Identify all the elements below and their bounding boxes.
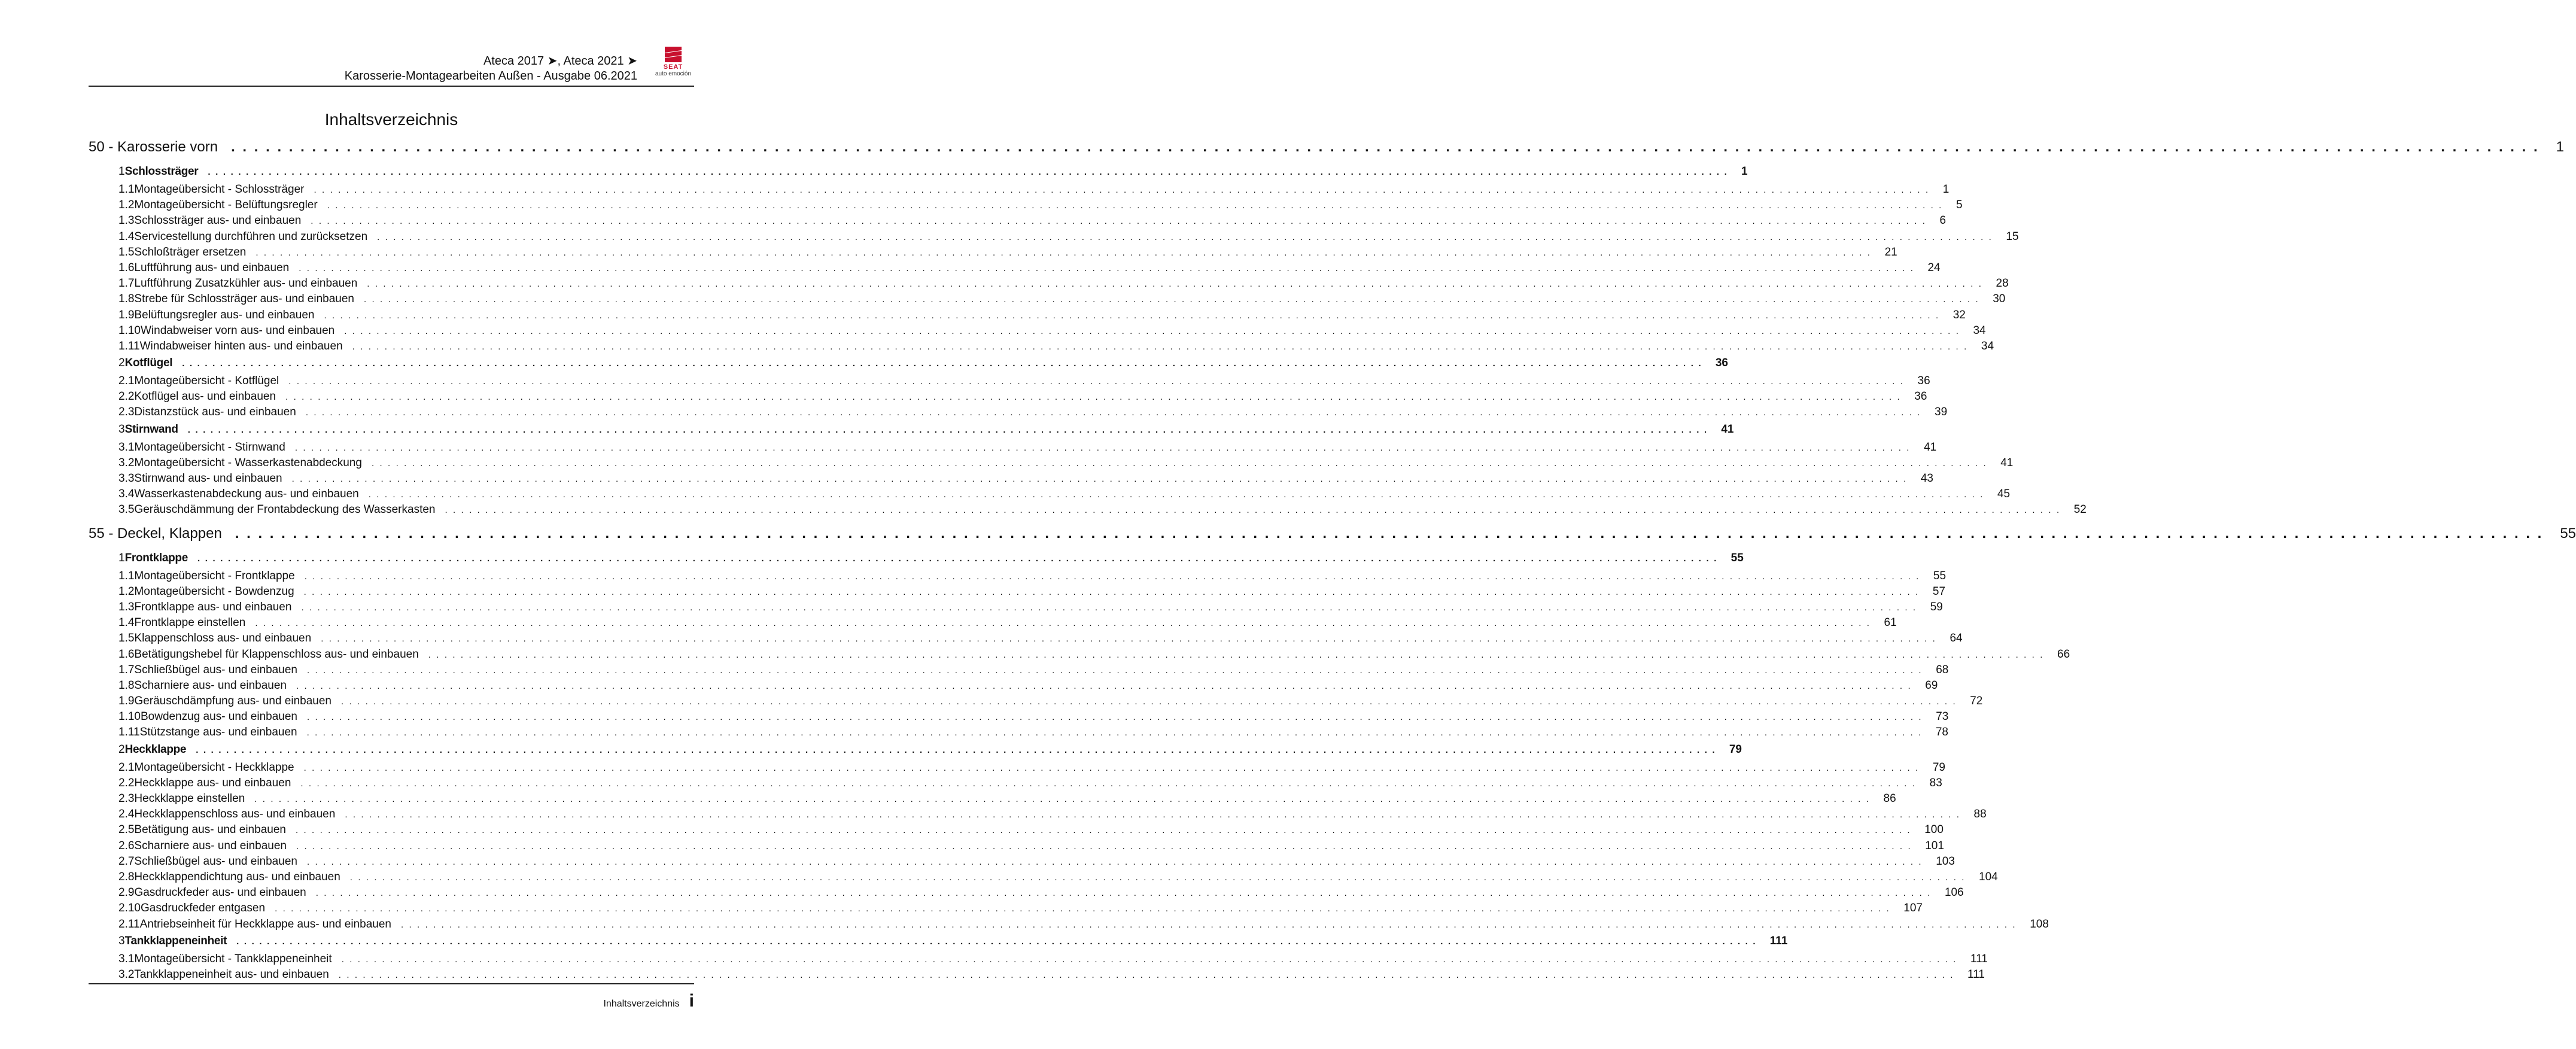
dot-leader: . . . . . . . . . . . . . . . . . . . . . . . . . . . . . . . . . . . . . . . . . . . . . . . . . . . . . . . . . . . . . . . . . . . . . . . . . . . . . . . . . . . . . . . . . . . . . . . . . . . . . . . . . . . . . . . . . . . . . . . . . . . . . . . . . . . . . . . . . . . . . . . . . . . . . . . . . . . . . . . . . . . . . . . . . . . . . . . . . . . . . . . . . . . . . . . . . . . . . . . . xyxy=(341,954,1957,965)
chapter-page: 41 xyxy=(1721,422,1734,436)
toc-entry-row[interactable] xyxy=(89,308,1966,324)
entry-number: 2.2 xyxy=(118,776,135,789)
entry-title: Luftführung aus- und einbauen xyxy=(134,261,290,274)
entry-page: 111 xyxy=(1967,968,1985,981)
chapter-title: Kotflügel xyxy=(124,357,173,370)
entry-number: 1.5 xyxy=(118,632,135,645)
entry-number: 3.5 xyxy=(118,503,135,516)
dot-leader: . . . . . . . . . . . . . . . . . . . . . . . . . . . . . . . . . . . . . . . . . . . . . . . . . . . . . . . . . . . . . . . . . . . . . . . . . . . . . . . . . . . . . . . . . . . . . . . . . . . . . . . . . . . . . . . . . . . . . . . . . . . . . . . . . . . . . . . . . . . . . . . . . . . . . . . . . . . . . . . . . . . . . . . . . . . . . . . . . . . . . . . . . . . . . . . . . . . . . . . . xyxy=(285,392,1902,403)
dot-leader: . . . . . . . . . . . . . . . . . . . . . . . . . . . . . . . . . . . . . . . . . . . . . . . . . . . . . . . . . . . . . . . . . . . . . . . . . . . . . . . . . . . . . . . . . . . . . . . . . . . . . . . . . . . . . . . . . . . . . . . . . . . . . . . . . . . . . . . . . . . . . . . . . . . . . . . . . . . . . . . . . . . . . . . . . . . . . . . . . . . . . . . . . . . . . . . . . . . . . . . . xyxy=(275,904,1891,914)
entry-number: 3.1 xyxy=(118,952,135,965)
entry-number: 1.4 xyxy=(118,230,135,243)
entry-number: 1.1 xyxy=(118,183,135,196)
chapter-title: Frontklappe xyxy=(124,551,188,564)
dot-leader: . . . . . . . . . . . . . . . . . . . . . . . . . . . . . . . . . . . . . . . . . . . . . . . . . . . . . . . . . . . . . . . . . . . . . . . . . . . . . . . . . . . . . . . . . . . . . . . . . . . . . . . . . . . . . . . . . . . . . . . . . . . . . . . . . . . . . . . . . . . . . . . . . . . . . . . . . . . . . . . . . . . . . . . . . . . . . . . . . . . . . . . . . . . . . . . . . . . . . . . . xyxy=(352,341,1968,352)
toc-entry-row[interactable] xyxy=(89,632,1963,647)
entry-number: 3.2 xyxy=(118,456,135,469)
toc-entry-row[interactable] xyxy=(89,261,1941,277)
toc-entry-row[interactable] xyxy=(89,968,1985,984)
seat-logo-icon xyxy=(663,45,683,63)
entry-number: 1.8 xyxy=(118,293,135,306)
toc-chapter xyxy=(89,357,1948,422)
dot-leader: . . . . . . . . . . . . . . . . . . . . . . . . . . . . . . . . . . . . . . . . . . . . . . . . . . . . . . . . . . . . . . . . . . . . . . . . . . . . . . . . . . . . . . . . . . . . . . . . . . . . . . . . . . . . . . . . . . . . . . . . . . . . . . . . . . . . . . . . . . . . . . . . . . . . . . . . . . . . . . . . . . . . . . . . . . . . . . . . . . . . . . . . . . . . . . . . . . . . . . . . xyxy=(208,167,1729,177)
dot-leader: . . . . . . . . . . . . . . . . . . . . . . . . . . . . . . . . . . . . . . . . . . . . . . . . . . . . . . . . . . . . . . . . . . . . . . . . . . . . . . . . . . . . . . . . . . . . . . . . . . . . . . . . . . . . . . . . . . . . . . . . . . . . . . . . . . . . . . . . . . . . . . . . . . . . . . . . . . . . . . . . . . . . . . . . . . . . . . . . . . . . . . . . . . . . . . . . . . . . . . . . xyxy=(345,810,1961,820)
entry-page: 45 xyxy=(1997,488,2011,501)
entry-page: 111 xyxy=(1970,952,1988,965)
toc-entry-row[interactable] xyxy=(89,952,1988,968)
chapter-title: Stirnwand xyxy=(124,422,178,436)
entry-page: 88 xyxy=(1973,808,1987,821)
dot-leader: . . . . . . . . . . . . . . . . . . . . . . . . . . . . . . . . . . . . . . . . . . . . . . . . . . . . . . . . . . . . . . . . . . . . . . . . . . . . . . . . . . . . . . . . . . . . . . . . . . . . . . . . . . . . . . . . . . . . . . . . . . . . . . . . . . . . . . . . . . . . . . . . . . . . . . . . . . . . . . . . . . . . . . . . . . . . . . . . . . . . . . . . . . . . . . . . . . . . . . . . xyxy=(371,458,1988,469)
entry-title: Gasdruckfeder entgasen xyxy=(140,902,266,915)
dot-leader: . . . . . . . . . . . . . . . . . . . . . . . . . . . . . . . . . . . . . . . . . . . . . . . . . . . . . . . . . . . . . . . . . . . . . . . . . . . . . . . . . . . . . . . . . . . . . . . . . . . . . . . . . . . . . . . . . . . . . . . . . . . . . . . . . . . . . . . . . . . . . . . . . . . . . . . . . . . . . . . . . . . . . . . . . . . . . . . . . . . . . . . . . . . . . . . . . . . . . . . . xyxy=(306,728,1923,738)
entry-number: 1.7 xyxy=(118,663,135,676)
entry-number: 2.3 xyxy=(118,406,135,419)
entry-number: 1.2 xyxy=(118,585,135,598)
entry-number: 3.4 xyxy=(118,488,135,501)
entry-number: 1.10 xyxy=(118,710,141,723)
entry-title: Servicestellung durchführen und zurücksetzen xyxy=(134,230,368,243)
entry-title: Montageübersicht - Belüftungsregler xyxy=(134,199,318,212)
entry-page: 108 xyxy=(2030,917,2049,931)
entry-title: Betätigungshebel für Klappenschloss aus- und einbauen xyxy=(134,647,419,661)
toc-chapter xyxy=(89,743,2049,934)
footer-rule xyxy=(89,983,694,984)
dot-leader: . . . . . . . . . . . . . . . . . . . . . . . . . . . . . . . . . . . . . . . . . . . . . . . . . . . . . . . . . . . . . . . . . . . . . . . . . . . . . . . . . . . . . . . . . . . . . . . . . . . . . . . . . . . . . . . . . . . . . . . . . . . . . . . . . . . . . . . . . . . . . . . . . . . . . . . . . . . . . . . . . . . . . . . . . . . . . . . . . . . . . . . . . . . . . . . . . . . . . . . . xyxy=(187,424,1708,435)
dot-leader: . . . . . . . . . . . . . . . . . . . . . . . . . . . . . . . . . . . . . . . . . . . . . . . . . . . . . . . . . . . . . . . . . . . . . . . . . . . . . . . . . . . . . . . . . . . . . . . . . . . . . . . . . . . . . . . . . . . . . . . . . . . . . . . . . . . . . . . . . . . . . . . . . . . . . . . . . . . . . . . . . . . . . . . . . . . . . . . . . . . . . . . . . . . . . . . . . . . . . . . . xyxy=(236,936,1757,947)
toc-entry-row[interactable] xyxy=(89,585,1946,601)
entry-page: 55 xyxy=(1933,569,1947,582)
dot-leader: . . . . . . . . . . . . . . . . . . . . . . . . . . . . . . . . . . . . . . . . . . . . . . . . . . . . . . . . . . . . . . . . . . . . . . . . . . . . . . . . . . . . . . . . . . . . . . . . . . . . . . . . . . . . . . . . . . . . . . . . . . . . . . . . . . . . . . . . . . . . . . . . . . . . . . . . . . . . . . . . . . . . . . . . . . . . . . . . . . . . . . . . . . . . . . . . . . . . . . . . xyxy=(321,634,1937,644)
entry-title: Klappenschloss aus- und einbauen xyxy=(134,632,312,645)
entry-number: 1.7 xyxy=(118,277,135,290)
chapter-title: Heckklappe xyxy=(124,743,187,756)
entry-number: 2.9 xyxy=(118,886,135,899)
entry-title: Schließbügel aus- und einbauen xyxy=(134,663,297,676)
toc-entry-row[interactable] xyxy=(89,776,1942,792)
entry-number: 2.5 xyxy=(118,823,135,837)
entry-number: 1.6 xyxy=(118,647,135,661)
entry-page: 24 xyxy=(1927,261,1941,274)
entry-number: 1.9 xyxy=(118,695,135,708)
dot-leader: . . . . . . . . . . . . . . . . . . . . . . . . . . . . . . . . . . . . . . . . . . . . . . . . . . . . . . . . . . . . . . . . . . . . . . . . . . . . . . . . . . . . . . . . . . . . . . . . . . . . . . . . . . . . . . . . . . . . . . . . . . . . . . . . . . . . . . . . . . . . . . . . . . . . . . . . . . . . . . . . . . . . . . . . . . . . . . . . . . . . . . . . . . . . . . . . . . . . . . . . xyxy=(445,505,2061,516)
chapter-number: 2 xyxy=(118,743,125,756)
dot-leader: . . . . . . . . . . . . . . . . . . . . . . . . . . . . . . . . . . . . . . . . . . . . . . . . . . . . . . . . . . . . . . . . . . . . . . . . . . . . . . . . . . . . . . . . . . . . . . . . . . . . . . . . . . . . . . . . . . . . . . . . . . . . . . . . . . . . . . . . . . . . . . . . . . . . . . . . . . . . . . . . . . . . . . . . . . . . . . . . . . . . . . . . . . . . . . . . . . . . . . . . xyxy=(197,553,1718,564)
entry-number: 1.1 xyxy=(118,569,135,582)
chapter-page: 36 xyxy=(1715,357,1728,370)
entry-number: 2.2 xyxy=(118,390,135,403)
entry-title: Frontklappe einstellen xyxy=(134,616,246,630)
toc-chapter-row[interactable] xyxy=(89,357,1728,375)
entry-number: 1.10 xyxy=(118,324,141,337)
entry-number: 1.3 xyxy=(118,600,135,613)
entry-number: 1.2 xyxy=(118,199,135,212)
part-page: 55 xyxy=(2560,525,2576,542)
entry-page: 28 xyxy=(1996,277,2009,290)
dot-leader: . . . . . . . . . . . . . . . . . . . . . . . . . . . . . . . . . . . . . . . . . . . . . . . . . . . . . . . . . . . . . . . . . . . . . . . . . . . . . . . . . . . . . . . . . . . . . . . . . . . . . . . . . . . . . . . . . . . . . . . . . . . . . . . . . . . . . . . . . . . . . . . . . . . . . . . . . . . . . . . . . . . . . . . . . . . . . . . . . . . . . . . . . . . . . . . . . . . . . . . . xyxy=(306,856,1923,867)
toc-chapter xyxy=(89,551,2070,742)
toc-entry-row[interactable] xyxy=(89,245,1897,262)
entry-title: Antriebseinheit für Heckklappe aus- und einbauen xyxy=(139,917,391,931)
page-header xyxy=(89,45,694,87)
toc-chapter-row[interactable] xyxy=(89,165,1748,183)
entry-page: 15 xyxy=(2006,230,2019,243)
dot-leader: . . . . . . . . . . . . . . . . . . . . . . . . . . . . . . . . . . . . . . . . . . . . . . . . . . . . . . . . . . . . . . . . . . . . . . . . . . . . . . . . . . . . . . . . . . . . . . . . . . . . . . . . . . . . . . . . . . . . . . . . . . . . . . . . . . . . . . . . . . . . . . . . . . . . . . . . . . . . . . . . . . . . . . . . . . . . . . . . . . . . . . . . . . . . . . . . . . . . . . . . xyxy=(303,586,1920,597)
entry-number: 3.1 xyxy=(118,440,135,454)
chapter-title: Schlossträger xyxy=(124,165,199,178)
entry-page: 103 xyxy=(1936,855,1955,868)
entry-number: 2.1 xyxy=(118,761,135,774)
entry-title: Luftführung Zusatzkühler aus- und einbauen xyxy=(134,277,358,290)
chapter-number: 1 xyxy=(118,165,125,178)
entry-number: 3.2 xyxy=(118,968,135,981)
toc-chapter-row[interactable] xyxy=(89,743,1742,761)
dot-leader: . . . . . . . . . . . . . . . . . . . . . . . . . . . . . . . . . . . . . . . . . . . . . . . . . . . . . . . . . . . . . . . . . . . . . . . . . . . . . . . . . . . . . . . . . . . . . . . . . . . . . . . . . . . . . . . . . . . . . . . . . . . . . . . . . . . . . . . . . . . . . . . . . . . . . . . . . . . . . . . . . . . . . . . . . . . . . . . . . . . . . . . . . . . . . . . . . . . . . . . . xyxy=(301,602,1917,613)
toc-entry-row[interactable] xyxy=(89,823,1944,839)
chapter-title: Tankklappeneinheit xyxy=(124,934,227,947)
entry-title: Frontklappe aus- und einbauen xyxy=(134,600,292,613)
toc-entry-row[interactable] xyxy=(89,488,2011,503)
toc-entry-row[interactable] xyxy=(89,679,1938,695)
dot-leader: . . . . . . . . . . . . . . . . . . . . . . . . . . . . . . . . . . . . . . . . . . . . . . . . . . . . . . . . . . . . . . . . . . . . . . . . . . . . . . . . . . . . . . . . . . . . . . . . . . . . . . . . . . . . . . . . . . . . . . . . . . . . . . . . . . . . . . . . . . . . . . . . . . . . . . . . . . . . . . . . . . . . . . . . . . . . . . . . . . . . . . . . . . . . . . . . . . . . . . . . xyxy=(288,376,1905,387)
dot-leader: . . . . . . . . . . . . . . . . . . . . . . . . . . . . . . . . . . . . . . . . . . . . . . . . . . . . . . . . . . . . . . . . . . . . . . . . . . . . . . . . . . . . . . . . . . . . . . . . . . . . . . . . . . . . . . . . . . . . . . . . . . . . . . . . . . . . . . . . . . . . . . . . . . . . . . . . . . . . . . . . . . . . . . . . . . . . . . . . . . . . . . . . . . . . . . . . . . . . . . . . xyxy=(377,232,1993,242)
entry-title: Distanzstück aus- und einbauen xyxy=(134,406,296,419)
dot-leader: . . . . . . . . . . . . . . . . . . . . . . . . . . . . . . . . . . . . . . . . . . . . . . . . . . . . . . . . . . . . . . . . . . . . . . . . . . . . . . . . . . . . . . . . . . . . . . . . . . . . . . . . . . . . . . . . . . . . . . . . . . . . . . . . . . . . . . . . . . . . . . . . . . . . . . . . . . . . . . . . . . . . . . . . . . . . . . . . . . . . . . . . . . . . . . . . . . . . . . . . xyxy=(291,474,1908,484)
toc-entry-row[interactable] xyxy=(89,917,2049,934)
dot-leader: . . . . . . . . . . . . . . . . . . . . . . . . . . . . . . . . . . . . . . . . . . . . . . . . . . . . . . . . . . . . . . . . . . . . . . . . . . . . . . . . . . . . . . . . . . . . . . . . . . . . . . . . . . . . . . . . . . . . . . . . . . . . . . . . . . . . . . . . . . . . . . . . . . . . . . . . . . . . . . . . . . . . . . . . . . . . . . . . . . . . . . . . . . . . . . . . . . . . . . . . xyxy=(349,872,1966,883)
dot-leader: . . . . . . . . . . . . . . . . . . . . . . . . . . . . . . . . . . . . . . . . . . . . . . . . . . . . . . . . . . . . . . . . . . . . . . . . . . . . . . . . . . . . . . . . . . . . . . . . . . . . . . . . . . . . . . . . . . . . . . . . . . . . . . . . . . . . . . . . . . . . . . . . . . . . . . . . . . . . . . . . . . . . . . . . . . . . . . . . . . . . . . . . . . . . . . . . . . . . . . . . xyxy=(363,294,1980,305)
entry-page: 78 xyxy=(1935,726,1948,739)
toc-chapter-row[interactable] xyxy=(89,934,1788,953)
entry-page: 101 xyxy=(1925,839,1944,852)
entry-page: 30 xyxy=(1993,293,2006,306)
toc-entry-row[interactable] xyxy=(89,456,2014,472)
entry-number: 1.5 xyxy=(118,245,135,259)
chapter-page: 79 xyxy=(1729,743,1742,756)
toc-entry-row[interactable] xyxy=(89,886,1964,902)
header-text xyxy=(345,54,637,84)
entry-number: 1.4 xyxy=(118,616,135,630)
toc-entry-row[interactable] xyxy=(89,839,1944,855)
entry-page: 43 xyxy=(1920,472,1933,485)
logo-brand: SEAT xyxy=(663,63,683,71)
entry-number: 1.3 xyxy=(118,214,135,227)
toc-entry-row[interactable] xyxy=(89,792,1896,808)
toc-entry-row[interactable] xyxy=(89,440,1937,457)
toc-entry-row[interactable] xyxy=(89,199,1963,214)
entry-title: Windabweiser vorn aus- und einbauen xyxy=(140,324,335,337)
dot-leader: . . . . . . . . . . . . . . . . . . . . . . . . . . . . . . . . . . . . . . . . . . . . . . . . . . . . . . . . . . . . . . . . . . . . . . . . . . . . . . . . . . . . . . . . . . . . . . . . . . . . . . . . . . . . . . . . . . . . . . . . . . . . . . . . . . . . . . . . . . . . . . . . . . . . . . . . . . . . . . . . . . . . . . . . . . . . . . . . . . . . . . . . . . . . . . . . . . . . . . . . xyxy=(344,326,1960,336)
entry-title: Heckklappe aus- und einbauen xyxy=(134,776,291,789)
entry-title: Strebe für Schlossträger aus- und einbauen xyxy=(134,293,354,306)
toc-entry-row[interactable] xyxy=(89,390,1927,406)
entry-number: 2.6 xyxy=(118,839,135,852)
dot-leader: . . . . . . . . . . . . . . . . . . . . . . . . . . . . . . . . . . . . . . . . . . . . . . . . . . . . . . . . . . . . . . . . . . . . . . . . . . . . . . . . . . . . . . . . . . . . . . . . . . . . . . . . . . . . . . . . . . . . . . . . . . . . . . . . . . . . . . . . . . . . . . . . . . . . . . . . . . . . . . . . . . . . . . . . . . . . . . . . . . . . . . . . . . . . . . . . . . . . . . . . xyxy=(367,279,1983,290)
entry-page: 36 xyxy=(1914,390,1927,403)
dot-leader: . . . . . . . . . . . . . . . . . . . . . . . . . . . . . . . . . . . . . . . . . . . . . . . . . . . . . . . . . . . . . . . . . . . . . . . . . . . . . . . . . . . . . . . . . . . . . . . . . . . . . . . . . . . . . . . . . . . . . . . . . . . . . . . . . . . . . . . . . . . . . . . . . . . . . . . . . . . . . . . . . . . . . . . . . . . . . . . . . . . . . . . . . . . . . . . . . . . . . . . . xyxy=(299,263,1915,273)
entry-page: 5 xyxy=(1955,199,1963,212)
entry-title: Montageübersicht - Bowdenzug xyxy=(134,585,294,598)
entry-number: 1.8 xyxy=(118,679,135,692)
chapter-page: 1 xyxy=(1741,165,1748,178)
entry-title: Montageübersicht - Frontklappe xyxy=(134,569,295,582)
dot-leader: . . . . . . . . . . . . . . . . . . . . . . . . . . . . . . . . . . . . . . . . . . . . . . . . . . . . . . . . . . . . . . . . . . . . . . . . . . . . . . . . . . . . . . . . . . . . . . . . . . . . . . . . . . . . . . . . . . . . . . . . . . . . . . . . . . . . . . . . . . . . . . . . . . . . . . . . . . . . . . . . . . . . . . . . . . . . . . . . . . . . . . . . . . . . . . . . . . . . . . . . xyxy=(428,649,2044,660)
toc-entry-row[interactable] xyxy=(89,616,1897,632)
dot-leader: . . . . . . . . . . . . . . . . . . . . . . . . . . . . . . . . . . . . . . . . . . . . . . . . . . . . . . . . . . . . . . . . . . . . . . . . . . . . . . . . . . . . . . . . . . . . . . . . . . . . . . . . . . . . . . . . . . . . . . . . . . . . . . . . . . . . . . . . . . . . . . . . . . . . . . . . . . . . . . . . . . . . . . . . . . . . . . . . . . . . . . . . . . . . . . . . . . . . . . . . xyxy=(338,969,1955,980)
entry-page: 106 xyxy=(1944,886,1964,899)
header-manual-line: Karosserie-Montagearbeiten Außen - Ausgabe 06.2021 xyxy=(344,69,637,83)
entry-title: Scharniere aus- und einbauen xyxy=(134,679,287,692)
toc-entry-row[interactable] xyxy=(89,503,2087,519)
toc-entry-row[interactable] xyxy=(89,375,1930,390)
entry-page: 41 xyxy=(2000,456,2014,469)
entry-title: Montageübersicht - Schlossträger xyxy=(134,183,305,196)
entry-title: Tankklappeneinheit aus- und einbauen xyxy=(134,968,329,981)
entry-number: 3.3 xyxy=(118,472,135,485)
entry-page: 68 xyxy=(1936,663,1949,676)
entry-number: 2.11 xyxy=(118,917,140,931)
entry-title: Montageübersicht - Heckklappe xyxy=(134,761,294,774)
entry-number: 2.4 xyxy=(118,808,135,821)
entry-number: 1.11 xyxy=(118,339,140,352)
entry-title: Montageübersicht - Stirnwand xyxy=(134,440,285,454)
toc-chapter xyxy=(89,422,2087,519)
entry-number: 2.7 xyxy=(118,855,135,868)
part-title: 50 - Karosserie vorn xyxy=(89,139,218,155)
entry-page: 107 xyxy=(1903,902,1923,915)
toc-chapter xyxy=(89,165,2019,355)
toc-entry-row[interactable] xyxy=(89,324,1986,340)
entry-title: Montageübersicht - Kotflügel xyxy=(134,375,279,388)
toc-entry-row[interactable] xyxy=(89,663,1949,679)
dot-leader: . . . . . . . . . . . . . . . . . . . . . . . . . . . . . . . . . . . . . . . . . . . . . . . . . . . . . . . . . . . . . . . . . . . . . . . . . . . . . . . . . . . . . . . . . . . . . . . . . . . . . . . . . . . . . . . . . . . . . . . . . . . . . . . . . . . . . . . . . . . . . . . . . . . . . . . . . . . . . . . . . . . . . . . . . . . . . . . . . . . . . . . . . . . . . . . . . . . . . . . . xyxy=(306,712,1923,723)
toc-entry-row[interactable] xyxy=(89,695,1983,710)
dot-leader: . . . . . . . . . . . . . . . . . . . . . . . . . . . . . . . . . . . . . . . . . . . . . . . . . . . . . . . . . . . . . . . . . . . . . . . . . . . . . . . . . . . . . . . . . . . . . . . . . . . . . . . . . . . . . . . . . . . . . . . . . . . . . . . . . . . . . . . . . . . . . . . . . . . . . . . . . . . . . . . . . . . . . . . . . . . . . . . . . . . . . . . . . . . . . . . . . . . . . . . . xyxy=(305,408,1922,418)
toc-entry-row[interactable] xyxy=(89,726,1948,741)
entry-title: Heckklappe einstellen xyxy=(134,792,245,805)
toc-entry-row[interactable] xyxy=(89,277,2009,293)
toc-entry-row[interactable] xyxy=(89,710,1949,726)
entry-page: 39 xyxy=(1935,406,1948,419)
entry-page: 66 xyxy=(2057,647,2070,661)
entry-number: 1.6 xyxy=(118,261,135,274)
chapter-number: 1 xyxy=(118,551,125,564)
entry-title: Stützstange aus- und einbauen xyxy=(139,726,297,739)
entry-page: 61 xyxy=(1884,616,1897,630)
dot-leader: . . . . . . . . . . . . . . . . . . . . . . . . . . . . . . . . . . . . . . . . . . . . . . . . . . . . . . . . . . . . . . . . . . . . . . . . . . . . . . . . . . . . . . . . . . . . . . . . . . . . . . . . . . . . . . . . . . . . . . . . . . . . . . . . . . . . . . . . . . . . . . . . . . . . . . . . . . . . . . . . . . . . . . . . . . . . . . . . . . . . . . . . . . . . . . . . . . . . . . . . xyxy=(295,825,1912,836)
dot-leader: . . . . . . . . . . . . . . . . . . . . . . . . . . . . . . . . . . . . . . . . . . . . . . . . . . . . . . . . . . . . . . . . . . . . . . . . . . . . . . . . . . . . . . . . . . . . . . . . . . . . . . . . . . . . . . . . . . . . . . . . . . . . . . . . . . . . . . . . . . . . . . . . . . . . . . . . . . . . . . . . . . . . . . . . . . . . . . . . . . . . . . . . . . . . . . . . . . . . . . . . xyxy=(235,525,2544,542)
toc-chapter-row[interactable] xyxy=(89,422,1734,441)
dot-leader: . . . . . . . . . . . . . . . . . . . . . . . . . . . . . . . . . . . . . . . . . . . . . . . . . . . . . . . . . . . . . . . . . . . . . . . . . . . . . . . . . . . . . . . . . . . . . . . . . . . . . . . . . . . . . . . . . . . . . . . . . . . . . . . . . . . . . . . . . . . . . . . . . . . . . . . . . . . . . . . . . . . . . . . . . . . . . . . . . . . . . . . . . . . . . . . . . . . . . . . . xyxy=(324,310,1940,321)
dot-leader: . . . . . . . . . . . . . . . . . . . . . . . . . . . . . . . . . . . . . . . . . . . . . . . . . . . . . . . . . . . . . . . . . . . . . . . . . . . . . . . . . . . . . . . . . . . . . . . . . . . . . . . . . . . . . . . . . . . . . . . . . . . . . . . . . . . . . . . . . . . . . . . . . . . . . . . . . . . . . . . . . . . . . . . . . . . . . . . . . . . . . . . . . . . . . . . . . . . . . . . . xyxy=(300,778,1917,789)
entry-title: Betätigung aus- und einbauen xyxy=(134,823,286,837)
toc-entry-row[interactable] xyxy=(89,339,1994,355)
toc-entry-row[interactable] xyxy=(89,214,1947,230)
entry-title: Schlossträger aus- und einbauen xyxy=(134,214,302,227)
entry-page: 86 xyxy=(1883,792,1896,805)
toc-part[interactable] xyxy=(89,139,2564,164)
header-model-line: Ateca 2017 ➤, Ateca 2021 ➤ xyxy=(483,54,637,68)
entry-number: 1.11 xyxy=(118,726,140,739)
header-rule xyxy=(89,86,694,87)
toc-entry-row[interactable] xyxy=(89,808,1987,823)
entry-number: 2.8 xyxy=(118,870,135,883)
part-title: 55 - Deckel, Klappen xyxy=(89,525,222,542)
toc-chapter xyxy=(89,934,1988,984)
entry-title: Geräuschdämpfung aus- und einbauen xyxy=(134,695,331,708)
entry-page: 72 xyxy=(1970,695,1983,708)
entry-title: Scharniere aus- und einbauen xyxy=(134,839,287,852)
entry-page: 69 xyxy=(1925,679,1938,692)
entry-title: Belüftungsregler aus- und einbauen xyxy=(134,308,315,321)
dot-leader: . . . . . . . . . . . . . . . . . . . . . . . . . . . . . . . . . . . . . . . . . . . . . . . . . . . . . . . . . . . . . . . . . . . . . . . . . . . . . . . . . . . . . . . . . . . . . . . . . . . . . . . . . . . . . . . . . . . . . . . . . . . . . . . . . . . . . . . . . . . . . . . . . . . . . . . . . . . . . . . . . . . . . . . . . . . . . . . . . . . . . . . . . . . . . . . . . . . . . . . . xyxy=(341,697,1957,707)
dot-leader: . . . . . . . . . . . . . . . . . . . . . . . . . . . . . . . . . . . . . . . . . . . . . . . . . . . . . . . . . . . . . . . . . . . . . . . . . . . . . . . . . . . . . . . . . . . . . . . . . . . . . . . . . . . . . . . . . . . . . . . . . . . . . . . . . . . . . . . . . . . . . . . . . . . . . . . . . . . . . . . . . . . . . . . . . . . . . . . . . . . . . . . . . . . . . . . . . . . . . . . . xyxy=(303,762,1920,773)
entry-title: Geräuschdämmung der Frontabdeckung des Wasserkasten xyxy=(134,503,436,516)
entry-title: Kotflügel aus- und einbauen xyxy=(134,390,276,403)
dot-leader: . . . . . . . . . . . . . . . . . . . . . . . . . . . . . . . . . . . . . . . . . . . . . . . . . . . . . . . . . . . . . . . . . . . . . . . . . . . . . . . . . . . . . . . . . . . . . . . . . . . . . . . . . . . . . . . . . . . . . . . . . . . . . . . . . . . . . . . . . . . . . . . . . . . . . . . . . . . . . . . . . . . . . . . . . . . . . . . . . . . . . . . . . . . . . . . . . . . . . . . . xyxy=(304,571,1920,582)
entry-page: 34 xyxy=(1981,339,1994,352)
entry-page: 59 xyxy=(1930,600,1943,613)
part-page: 1 xyxy=(2556,139,2564,155)
dot-leader: . . . . . . . . . . . . . . . . . . . . . . . . . . . . . . . . . . . . . . . . . . . . . . . . . . . . . . . . . . . . . . . . . . . . . . . . . . . . . . . . . . . . . . . . . . . . . . . . . . . . . . . . . . . . . . . . . . . . . . . . . . . . . . . . . . . . . . . . . . . . . . . . . . . . . . . . . . . . . . . . . . . . . . . . . . . . . . . . . . . . . . . . . . . . . . . . . . . . . . . . xyxy=(255,618,1871,629)
entry-title: Heckklappenschloss aus- und einbauen xyxy=(134,808,336,821)
entry-title: Wasserkastenabdeckung aus- und einbauen xyxy=(134,488,359,501)
toc-entry-row[interactable] xyxy=(89,230,2019,246)
chapter-number: 2 xyxy=(118,357,125,370)
entry-page: 57 xyxy=(1932,585,1946,598)
entry-title: Bowdenzug aus- und einbauen xyxy=(140,710,297,723)
footer-page-number: i xyxy=(689,991,694,1011)
dot-leader: . . . . . . . . . . . . . . . . . . . . . . . . . . . . . . . . . . . . . . . . . . . . . . . . . . . . . . . . . . . . . . . . . . . . . . . . . . . . . . . . . . . . . . . . . . . . . . . . . . . . . . . . . . . . . . . . . . . . . . . . . . . . . . . . . . . . . . . . . . . . . . . . . . . . . . . . . . . . . . . . . . . . . . . . . . . . . . . . . . . . . . . . . . . . . . . . . . . . . . . . xyxy=(196,744,1716,755)
entry-number: 2.3 xyxy=(118,792,135,805)
entry-title: Schloßträger ersetzen xyxy=(134,245,247,259)
dot-leader: . . . . . . . . . . . . . . . . . . . . . . . . . . . . . . . . . . . . . . . . . . . . . . . . . . . . . . . . . . . . . . . . . . . . . . . . . . . . . . . . . . . . . . . . . . . . . . . . . . . . . . . . . . . . . . . . . . . . . . . . . . . . . . . . . . . . . . . . . . . . . . . . . . . . . . . . . . . . . . . . . . . . . . . . . . . . . . . . . . . . . . . . . . . . . . . . . . . . . . . . xyxy=(296,680,1912,691)
toc-entry-row[interactable] xyxy=(89,293,2006,308)
entry-page: 104 xyxy=(1979,870,1998,883)
toc-entry-row[interactable] xyxy=(89,902,1923,917)
entry-title: Montageübersicht - Wasserkastenabdeckung xyxy=(134,456,362,469)
dot-leader: . . . . . . . . . . . . . . . . . . . . . . . . . . . . . . . . . . . . . . . . . . . . . . . . . . . . . . . . . . . . . . . . . . . . . . . . . . . . . . . . . . . . . . . . . . . . . . . . . . . . . . . . . . . . . . . . . . . . . . . . . . . . . . . . . . . . . . . . . . . . . . . . . . . . . . . . . . . . . . . . . . . . . . . . . . . . . . . . . . . . . . . . . . . . . . . . . . . . . . . . xyxy=(254,794,1871,804)
entry-number: 2.1 xyxy=(118,375,135,388)
entry-page: 34 xyxy=(1973,324,1986,337)
toc-chapter-row[interactable] xyxy=(89,551,1744,570)
dot-leader: . . . . . . . . . . . . . . . . . . . . . . . . . . . . . . . . . . . . . . . . . . . . . . . . . . . . . . . . . . . . . . . . . . . . . . . . . . . . . . . . . . . . . . . . . . . . . . . . . . . . . . . . . . . . . . . . . . . . . . . . . . . . . . . . . . . . . . . . . . . . . . . . . . . . . . . . . . . . . . . . . . . . . . . . . . . . . . . . . . . . . . . . . . . . . . . . . . . . . . . . xyxy=(315,888,1932,899)
entry-page: 36 xyxy=(1917,375,1930,388)
dot-leader: . . . . . . . . . . . . . . . . . . . . . . . . . . . . . . . . . . . . . . . . . . . . . . . . . . . . . . . . . . . . . . . . . . . . . . . . . . . . . . . . . . . . . . . . . . . . . . . . . . . . . . . . . . . . . . . . . . . . . . . . . . . . . . . . . . . . . . . . . . . . . . . . . . . . . . . . . . . . . . . . . . . . . . . . . . . . . . . . . . . . . . . . . . . . . . . . . . . . . . . . xyxy=(294,442,1911,453)
dot-leader: . . . . . . . . . . . . . . . . . . . . . . . . . . . . . . . . . . . . . . . . . . . . . . . . . . . . . . . . . . . . . . . . . . . . . . . . . . . . . . . . . . . . . . . . . . . . . . . . . . . . . . . . . . . . . . . . . . . . . . . . . . . . . . . . . . . . . . . . . . . . . . . . . . . . . . . . . . . . . . . . . . . . . . . . . . . . . . . . . . . . . . . . . . . . . . . . . . . . . . . . xyxy=(231,139,2539,155)
dot-leader: . . . . . . . . . . . . . . . . . . . . . . . . . . . . . . . . . . . . . . . . . . . . . . . . . . . . . . . . . . . . . . . . . . . . . . . . . . . . . . . . . . . . . . . . . . . . . . . . . . . . . . . . . . . . . . . . . . . . . . . . . . . . . . . . . . . . . . . . . . . . . . . . . . . . . . . . . . . . . . . . . . . . . . . . . . . . . . . . . . . . . . . . . . . . . . . . . . . . . . . . xyxy=(182,358,1702,369)
entry-title: Schließbügel aus- und einbauen xyxy=(134,855,297,868)
entry-page: 100 xyxy=(1924,823,1944,837)
toc-entry-row[interactable] xyxy=(89,406,1948,421)
dot-leader: . . . . . . . . . . . . . . . . . . . . . . . . . . . . . . . . . . . . . . . . . . . . . . . . . . . . . . . . . . . . . . . . . . . . . . . . . . . . . . . . . . . . . . . . . . . . . . . . . . . . . . . . . . . . . . . . . . . . . . . . . . . . . . . . . . . . . . . . . . . . . . . . . . . . . . . . . . . . . . . . . . . . . . . . . . . . . . . . . . . . . . . . . . . . . . . . . . . . . . . . xyxy=(368,489,1984,500)
entry-title: Stirnwand aus- und einbauen xyxy=(134,472,282,485)
dot-leader: . . . . . . . . . . . . . . . . . . . . . . . . . . . . . . . . . . . . . . . . . . . . . . . . . . . . . . . . . . . . . . . . . . . . . . . . . . . . . . . . . . . . . . . . . . . . . . . . . . . . . . . . . . . . . . . . . . . . . . . . . . . . . . . . . . . . . . . . . . . . . . . . . . . . . . . . . . . . . . . . . . . . . . . . . . . . . . . . . . . . . . . . . . . . . . . . . . . . . . . . xyxy=(311,216,1927,227)
entry-page: 64 xyxy=(1950,632,1963,645)
toc-part[interactable] xyxy=(89,525,2576,551)
toc-entry-row[interactable] xyxy=(89,647,2070,664)
entry-page: 32 xyxy=(1952,308,1966,321)
toc-entry-row[interactable] xyxy=(89,569,1947,585)
entry-number: 1.9 xyxy=(118,308,135,321)
toc-entry-row[interactable] xyxy=(89,855,1955,871)
toc-entry-row[interactable] xyxy=(89,600,1943,616)
entry-page: 83 xyxy=(1929,776,1942,789)
page-footer xyxy=(603,991,694,1011)
dot-leader: . . . . . . . . . . . . . . . . . . . . . . . . . . . . . . . . . . . . . . . . . . . . . . . . . . . . . . . . . . . . . . . . . . . . . . . . . . . . . . . . . . . . . . . . . . . . . . . . . . . . . . . . . . . . . . . . . . . . . . . . . . . . . . . . . . . . . . . . . . . . . . . . . . . . . . . . . . . . . . . . . . . . . . . . . . . . . . . . . . . . . . . . . . . . . . . . . . . . . . . . xyxy=(306,665,1923,676)
seat-logo xyxy=(652,45,694,81)
dot-leader: . . . . . . . . . . . . . . . . . . . . . . . . . . . . . . . . . . . . . . . . . . . . . . . . . . . . . . . . . . . . . . . . . . . . . . . . . . . . . . . . . . . . . . . . . . . . . . . . . . . . . . . . . . . . . . . . . . . . . . . . . . . . . . . . . . . . . . . . . . . . . . . . . . . . . . . . . . . . . . . . . . . . . . . . . . . . . . . . . . . . . . . . . . . . . . . . . . . . . . . . xyxy=(314,185,1930,195)
toc-entry-row[interactable] xyxy=(89,183,1950,199)
dot-leader: . . . . . . . . . . . . . . . . . . . . . . . . . . . . . . . . . . . . . . . . . . . . . . . . . . . . . . . . . . . . . . . . . . . . . . . . . . . . . . . . . . . . . . . . . . . . . . . . . . . . . . . . . . . . . . . . . . . . . . . . . . . . . . . . . . . . . . . . . . . . . . . . . . . . . . . . . . . . . . . . . . . . . . . . . . . . . . . . . . . . . . . . . . . . . . . . . . . . . . . . xyxy=(327,200,1943,211)
dot-leader: . . . . . . . . . . . . . . . . . . . . . . . . . . . . . . . . . . . . . . . . . . . . . . . . . . . . . . . . . . . . . . . . . . . . . . . . . . . . . . . . . . . . . . . . . . . . . . . . . . . . . . . . . . . . . . . . . . . . . . . . . . . . . . . . . . . . . . . . . . . . . . . . . . . . . . . . . . . . . . . . . . . . . . . . . . . . . . . . . . . . . . . . . . . . . . . . . . . . . . . . xyxy=(256,247,1872,258)
entry-page: 73 xyxy=(1936,710,1949,723)
dot-leader: . . . . . . . . . . . . . . . . . . . . . . . . . . . . . . . . . . . . . . . . . . . . . . . . . . . . . . . . . . . . . . . . . . . . . . . . . . . . . . . . . . . . . . . . . . . . . . . . . . . . . . . . . . . . . . . . . . . . . . . . . . . . . . . . . . . . . . . . . . . . . . . . . . . . . . . . . . . . . . . . . . . . . . . . . . . . . . . . . . . . . . . . . . . . . . . . . . . . . . . . xyxy=(400,919,2017,930)
entry-page: 79 xyxy=(1932,761,1945,774)
entry-page: 41 xyxy=(1924,440,1937,454)
entry-page: 1 xyxy=(1942,183,1950,196)
entry-title: Montageübersicht - Tankklappeneinheit xyxy=(134,952,332,965)
entry-title: Windabweiser hinten aus- und einbauen xyxy=(139,339,343,352)
toc-entry-row[interactable] xyxy=(89,472,1933,488)
entry-title: Heckklappendichtung aus- und einbauen xyxy=(134,870,340,883)
toc-entry-row[interactable] xyxy=(89,761,1945,777)
table-of-contents xyxy=(89,139,2576,984)
chapter-page: 111 xyxy=(1769,934,1788,947)
chapter-number: 3 xyxy=(118,934,125,947)
logo-slogan: auto emoción xyxy=(655,71,692,77)
toc-entry-row[interactable] xyxy=(89,870,1998,886)
entry-number: 2.10 xyxy=(118,902,141,915)
entry-page: 21 xyxy=(1884,245,1897,259)
page-title: Inhaltsverzeichnis xyxy=(324,110,458,129)
entry-page: 52 xyxy=(2073,503,2087,516)
entry-page: 6 xyxy=(1939,214,1947,227)
chapter-number: 3 xyxy=(118,422,125,436)
footer-label: Inhaltsverzeichnis xyxy=(603,999,680,1009)
dot-leader: . . . . . . . . . . . . . . . . . . . . . . . . . . . . . . . . . . . . . . . . . . . . . . . . . . . . . . . . . . . . . . . . . . . . . . . . . . . . . . . . . . . . . . . . . . . . . . . . . . . . . . . . . . . . . . . . . . . . . . . . . . . . . . . . . . . . . . . . . . . . . . . . . . . . . . . . . . . . . . . . . . . . . . . . . . . . . . . . . . . . . . . . . . . . . . . . . . . . . . . . xyxy=(296,841,1912,852)
chapter-page: 55 xyxy=(1730,551,1744,564)
entry-title: Gasdruckfeder aus- und einbauen xyxy=(134,886,306,899)
